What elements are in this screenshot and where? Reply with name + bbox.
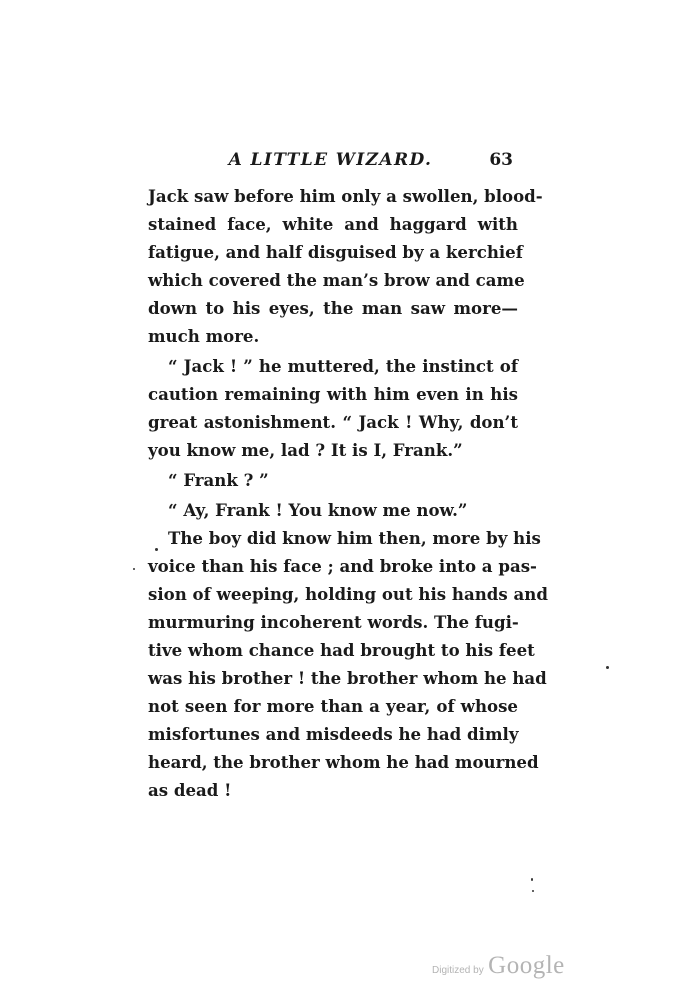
- text-line: murmuring incoherent words. The fugi-: [148, 612, 519, 632]
- text-line: great astonishment. “ Jack ! Why, don’t: [148, 412, 518, 432]
- text-line: was his brother ! the brother whom he had: [148, 668, 547, 688]
- scan-speck: [133, 568, 135, 570]
- text-line: stained face, white and haggard with: [148, 214, 518, 234]
- text-line: Jack saw before him only a swollen, blood-: [148, 186, 543, 206]
- text-line: “ Frank ? ”: [168, 470, 269, 490]
- digitization-watermark: [432, 952, 565, 982]
- text-line: heard, the brother whom he had mourned: [148, 752, 539, 772]
- text-line: as dead !: [148, 780, 232, 800]
- scan-speck: [531, 878, 533, 881]
- text-line: fatigue, and half disguised by a kerchief: [148, 242, 523, 262]
- text-line: “ Ay, Frank ! You know me now.”: [168, 500, 468, 520]
- text-line: misfortunes and misdeeds he had dimly: [148, 724, 519, 744]
- scan-speck: [532, 890, 534, 892]
- page-number: 63: [489, 150, 513, 170]
- text-line: “ Jack ! ” he muttered, the instinct of: [168, 356, 518, 376]
- running-title: A LITTLE WIZARD.: [228, 150, 433, 170]
- text-line: much more.: [148, 326, 260, 346]
- text-line: down to his eyes, the man saw more—: [148, 298, 518, 318]
- text-line: you know me, lad ? It is I, Frank.”: [148, 440, 463, 460]
- text-line: which covered the man’s brow and came: [148, 270, 525, 290]
- scan-speck: [606, 666, 609, 669]
- text-line: not seen for more than a year, of whose: [148, 696, 518, 716]
- watermark-prefix: Digitized by: [432, 965, 484, 976]
- text-line: caution remaining with him even in his: [148, 384, 518, 404]
- scan-speck: [155, 548, 158, 551]
- text-line: tive whom chance had brought to his feet: [148, 640, 535, 660]
- running-head: [148, 150, 513, 176]
- text-line: voice than his face ; and broke into a pas-: [148, 556, 537, 576]
- text-line: The boy did know him then, more by his: [168, 528, 541, 548]
- text-line: sion of weeping, holding out his hands and: [148, 584, 548, 604]
- google-logo: Google: [488, 952, 565, 979]
